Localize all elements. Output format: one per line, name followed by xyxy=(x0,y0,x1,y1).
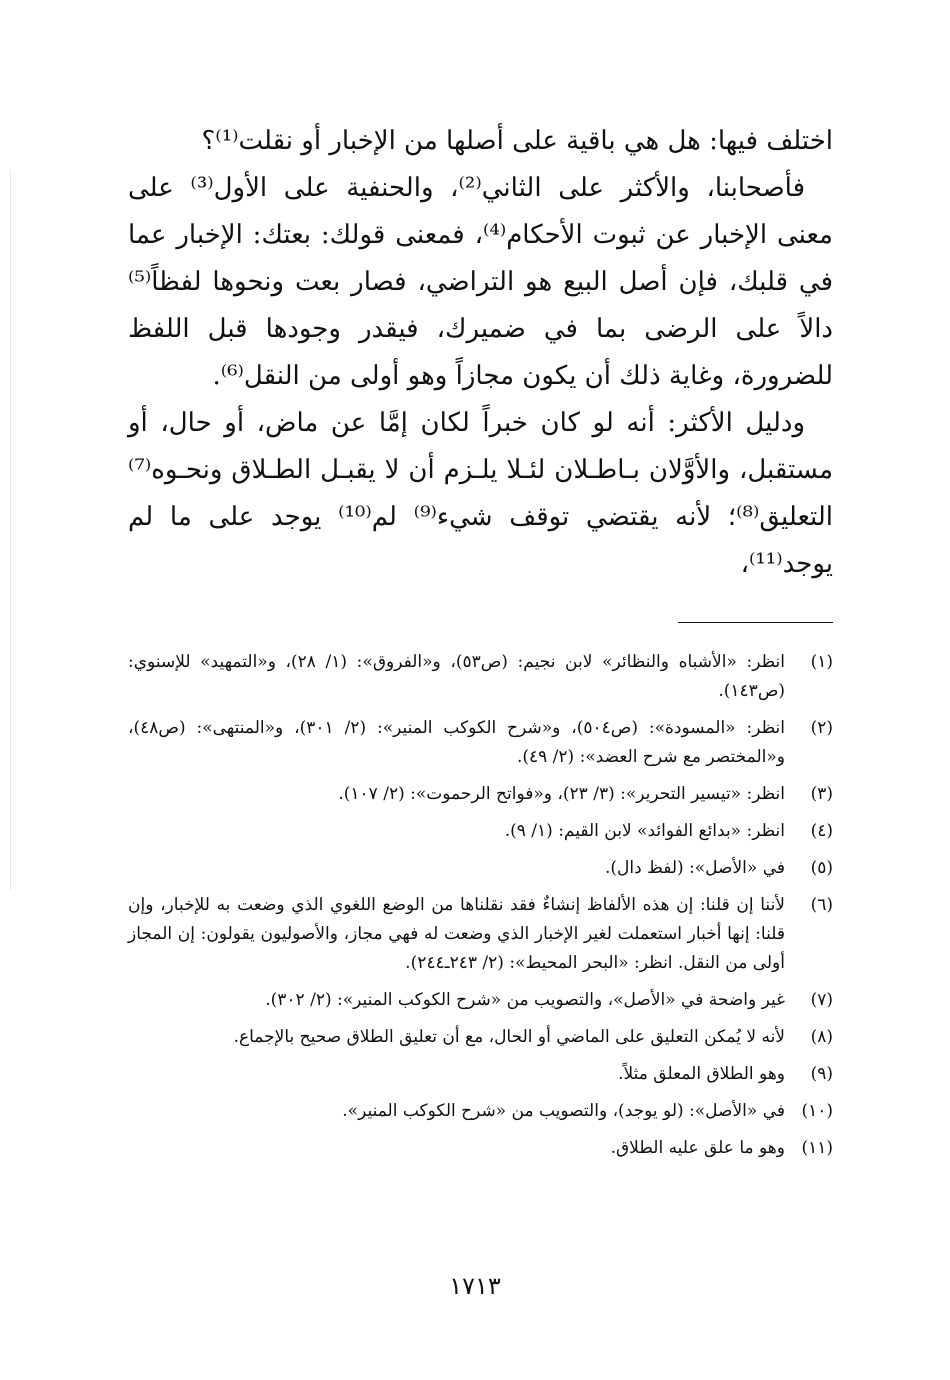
footnote-7 xyxy=(128,986,833,1015)
paragraph-3: ودليل الأكثر: أنه لو كان خبراً لكان إمَّا عن ماض، أو حال، أو مستقبل، والأوَّلان بـاطـلان لئـلا يلـزم أن لا يقبـل الطـلاق ونحـوه⁽⁷⁾ التعليق⁽⁸⁾؛ لأنه يقتضي توقف شيء⁽⁹⁾ لم⁽¹⁰⁾ يوجد على ما لم يوجد⁽¹¹⁾، xyxy=(128,408,834,579)
footnote-text: انظر: «بدائع الفوائد» لابن القيم: (١/ ٩). xyxy=(504,821,785,841)
footnote-number: (٤) xyxy=(810,821,833,841)
footnote-number: (١٠) xyxy=(801,1101,833,1121)
footnote-4 xyxy=(128,817,833,846)
footnote-8 xyxy=(128,1023,833,1052)
footnote-number: (٢) xyxy=(810,718,833,738)
footnote-number: (٩) xyxy=(810,1064,833,1084)
footnote-number: (٧) xyxy=(810,990,833,1010)
footnote-number: (١١) xyxy=(801,1138,833,1158)
footnote-1 xyxy=(128,648,833,706)
footnote-number: (٦) xyxy=(810,895,833,915)
footnote-text: انظر: «تيسير التحرير»: (٣/ ٢٣)، و«فواتح الرحموت»: (٢/ ١٠٧). xyxy=(338,784,785,804)
footnote-10 xyxy=(128,1097,833,1126)
footnote-number: (٣) xyxy=(810,784,833,804)
footnotes-list xyxy=(128,648,833,1171)
footnote-9 xyxy=(128,1060,833,1089)
paragraph-1: اختلف فيها: هل هي باقية على أصلها من الإخبار أو نقلت⁽¹⁾؟ xyxy=(201,126,833,156)
page-number: ١٧١٣ xyxy=(449,1272,501,1300)
footnote-text: في «الأصل»: (لو يوجد)، والتصويب من «شرح الكوكب المنير». xyxy=(342,1101,785,1121)
footnote-separator xyxy=(678,622,833,623)
main-text xyxy=(128,118,833,588)
footnote-text: وهو الطلاق المعلق مثلاً. xyxy=(618,1064,785,1084)
footnote-number: (٥) xyxy=(810,858,833,878)
footnote-number: (١) xyxy=(810,652,833,672)
footnote-text: وهو ما علق عليه الطلاق. xyxy=(610,1138,785,1158)
footnote-6 xyxy=(128,891,833,978)
footnote-number: (٨) xyxy=(810,1027,833,1047)
footnote-11 xyxy=(128,1134,833,1163)
scan-edge-mark xyxy=(10,170,11,890)
footnote-text: انظر: «الأشباه والنظائر» لابن نجيم: (ص٥٣)، و«الفروق»: (١/ ٢٨)، و«التمهيد» للإسنوي: (ص١٤٣). xyxy=(128,652,785,701)
footnote-2 xyxy=(128,714,833,772)
footnote-3 xyxy=(128,780,833,809)
footnote-text: لأنه لا يُمكن التعليق على الماضي أو الحال، مع أن تعليق الطلاق صحيح بالإجماع. xyxy=(233,1027,785,1047)
paragraph-2: فأصحابنا، والأكثر على الثاني⁽²⁾، والحنفية على الأول⁽³⁾ على معنى الإخبار عن ثبوت الأحكام⁽⁴⁾، فمعنى قولك: بعتك: الإخبار عما في قلبك، فإن أصل البيع هو التراضي، فصار بعت ونحوها لفظاً⁽⁵⁾ دالاً على الرضى بما في ضميرك، فيقدر وجودها قبل اللفظ للضرورة، وغاية ذلك أن يكون مجازاً وهو أولى من النقل⁽⁶⁾. xyxy=(128,173,833,391)
footnote-text: غير واضحة في «الأصل»، والتصويب من «شرح الكوكب المنير»: (٢/ ٣٠٢). xyxy=(265,990,785,1010)
footnote-text: في «الأصل»: (لفظ دال). xyxy=(605,858,785,878)
footnote-text: انظر: «المسودة»: (ص٥٠٤)، و«شرح الكوكب المنير»: (٢/ ٣٠١)، و«المنتهى»: (ص٤٨)، و«المختصر مع شرح العضد»: (٢/ ٤٩). xyxy=(128,718,785,767)
footnote-text: لأننا إن قلنا: إن هذه الألفاظ إنشاءٌ فقد نقلناها من الوضع اللغوي الذي وضعت به للإخبار، وإن قلنا: إنها أخبار استعملت لغير الإخبار الذي وضعت له فهي مجاز، والأصوليون يقولون: إن المجاز أولى من النقل. انظر: «البحر المحيط»: (٢/ ٢٤٣ـ٢٤٤). xyxy=(128,895,785,973)
footnote-5 xyxy=(128,854,833,883)
